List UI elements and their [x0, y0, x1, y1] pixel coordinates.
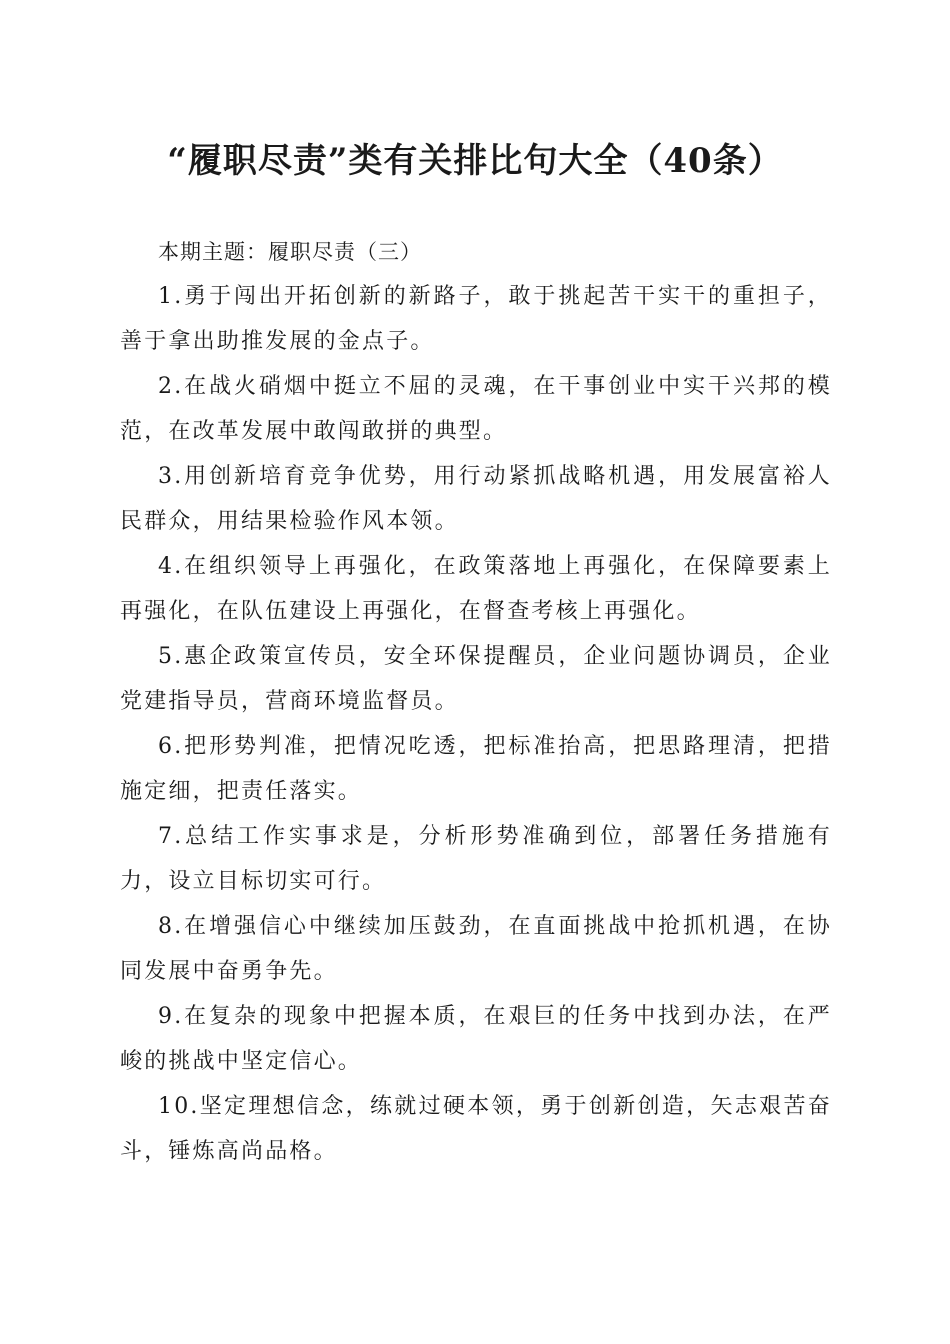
- sentence-item: 8.在增强信心中继续加压鼓劲，在直面挑战中抢抓机遇，在协同发展中奋勇争先。: [120, 914, 832, 984]
- issue-theme: 本期主题：履职尽责（三）: [158, 240, 422, 264]
- sentence-item: 7.总结工作实事求是，分析形势准确到位，部署任务措施有力，设立目标切实可行。: [120, 824, 832, 894]
- sentence-item: 1.勇于闯出开拓创新的新路子，敢于挑起苦干实干的重担子，善于拿出助推发展的金点子。: [120, 284, 832, 354]
- sentence-item: 9.在复杂的现象中把握本质，在艰巨的任务中找到办法，在严峻的挑战中坚定信心。: [120, 1004, 832, 1074]
- document-body: [120, 230, 832, 1174]
- document-title: “履职尽责”类有关排比句大全（40条）: [167, 141, 783, 181]
- sentence-item: 10.坚定理想信念，练就过硬本领，勇于创新创造，矢志艰苦奋斗，锤炼高尚品格。: [120, 1094, 832, 1164]
- sentence-item: 2.在战火硝烟中挺立不屈的灵魂，在干事创业中实干兴邦的模范，在改革发展中敢闯敢拼的典型。: [120, 374, 832, 444]
- sentence-item: 3.用创新培育竞争优势，用行动紧抓战略机遇，用发展富裕人民群众，用结果检验作风本领。: [120, 464, 832, 534]
- sentence-list: [120, 274, 832, 1174]
- sentence-item: 6.把形势判准，把情况吃透，把标准抬高，把思路理清，把措施定细，把责任落实。: [120, 734, 832, 804]
- sentence-item: 5.惠企政策宣传员，安全环保提醒员，企业问题协调员，企业党建指导员，营商环境监督员。: [120, 644, 832, 714]
- sentence-item: 4.在组织领导上再强化，在政策落地上再强化，在保障要素上再强化，在队伍建设上再强化，在督查考核上再强化。: [120, 554, 832, 624]
